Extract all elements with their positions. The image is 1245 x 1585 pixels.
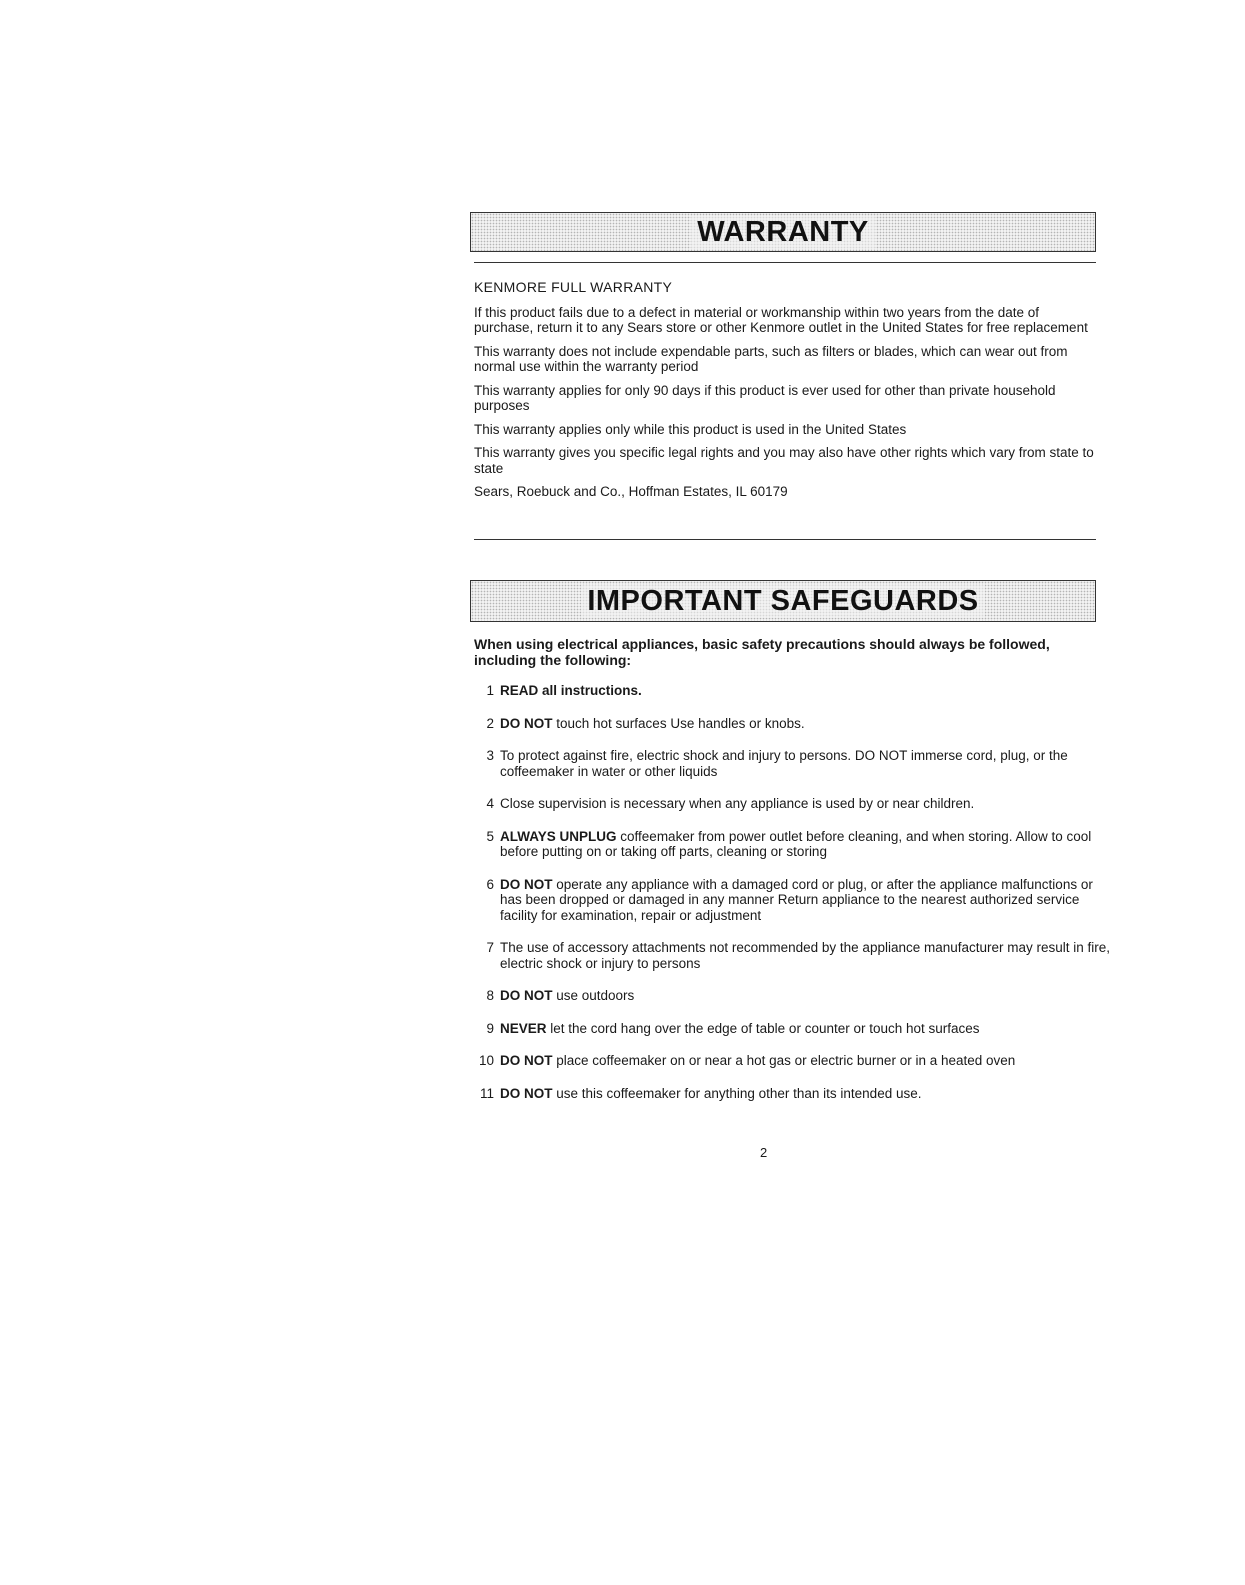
page-number: 2: [760, 1145, 768, 1160]
list-item-text: operate any appliance with a damaged cord or plug, or after the appliance malfunctions or has been dropped or damaged in any manner Return appliance to the nearest authorized service facility for examination, repair or adjustment: [500, 876, 1093, 923]
warranty-paragraph: This warranty gives you specific legal rights and you may also have other rights which vary from state to state: [474, 445, 1094, 476]
list-item-emphasis: READ all instructions.: [500, 683, 642, 698]
list-item: [474, 683, 1114, 699]
list-item-number: 5: [486, 828, 494, 844]
list-item-text: touch hot surfaces Use handles or knobs.: [552, 715, 805, 731]
list-item-emphasis: ALWAYS UNPLUG: [500, 828, 617, 844]
list-item-emphasis: DO NOT: [500, 1053, 553, 1068]
list-item: [474, 1053, 1114, 1069]
list-item-number: 4: [486, 796, 494, 811]
list-item: [474, 1021, 1114, 1037]
list-item: [474, 1086, 1114, 1102]
warranty-banner-title: WARRANTY: [691, 216, 875, 249]
list-item-text: To protect against fire, electric shock and injury to persons. DO NOT immerse cord, plug, or the coffeemaker in water or other liquids: [500, 748, 1068, 779]
warranty-address: Sears, Roebuck and Co., Hoffman Estates, IL 60179: [474, 484, 788, 499]
warranty-paragraph: This warranty applies for only 90 days if this product is ever used for other than private household purposes: [474, 382, 1056, 413]
safeguards-banner: [470, 580, 1096, 622]
warranty-heading: KENMORE FULL WARRANTY: [474, 279, 673, 295]
warranty-paragraph: If this product fails due to a defect in material or workmanship within two years from the date of purchase, return it to any Sears store or other Kenmore outlet in the United States for free replacement: [474, 304, 1088, 335]
list-item-number: 11: [479, 1085, 494, 1101]
list-item-emphasis: DO NOT: [500, 988, 553, 1003]
list-item-number: 6: [486, 876, 494, 892]
list-item-number: 1: [486, 683, 494, 698]
section-divider: [474, 262, 1096, 263]
list-item-number: 10: [478, 1053, 494, 1068]
list-item-text: place coffeemaker on or near a hot gas or electric burner or in a heated oven: [552, 1053, 1016, 1068]
list-item-number: 9: [486, 1020, 494, 1036]
section-divider: [474, 539, 1096, 540]
list-item: [474, 796, 1114, 812]
list-item: [474, 748, 1114, 779]
list-item-number: 8: [486, 988, 494, 1003]
list-item-text: use outdoors: [552, 988, 635, 1003]
warranty-banner: [470, 212, 1096, 252]
list-item: [474, 988, 1114, 1004]
safeguards-banner-title: IMPORTANT SAFEGUARDS: [581, 585, 984, 618]
warranty-paragraph: This warranty does not include expendable parts, such as filters or blades, which can wear out from normal use within the warranty period: [474, 343, 1068, 374]
warranty-section: [474, 280, 1099, 508]
list-item-emphasis: NEVER: [500, 1020, 547, 1036]
safeguards-list: [474, 683, 1114, 1118]
warranty-paragraph: This warranty applies only while this product is used in the United States: [474, 421, 907, 437]
list-item-text: coffeemaker from power outlet before cleaning, and when storing. Allow to cool before putting on or taking off parts, cleaning or storing: [500, 828, 1092, 859]
list-item-text: let the cord hang over the edge of table or counter or touch hot surfaces: [546, 1020, 980, 1036]
list-item-number: 2: [486, 715, 494, 731]
list-item-emphasis: DO NOT: [500, 876, 553, 892]
list-item-text: use this coffeemaker for anything other than its intended use.: [552, 1085, 922, 1101]
list-item: [474, 940, 1114, 971]
list-item: [474, 829, 1114, 860]
list-item-text: The use of accessory attachments not recommended by the appliance manufacturer may result in fire, electric shock or injury to persons: [500, 940, 1111, 971]
list-item: [474, 877, 1114, 924]
list-item-number: 3: [486, 748, 494, 763]
list-item-emphasis: DO NOT: [500, 715, 553, 731]
list-item-text: Close supervision is necessary when any appliance is used by or near children.: [500, 796, 975, 811]
list-item: [474, 716, 1114, 732]
list-item-number: 7: [486, 940, 494, 955]
list-item-emphasis: DO NOT: [500, 1085, 553, 1101]
safeguards-intro: When using electrical appliances, basic safety precautions should always be followed, including the following:: [474, 636, 1050, 668]
